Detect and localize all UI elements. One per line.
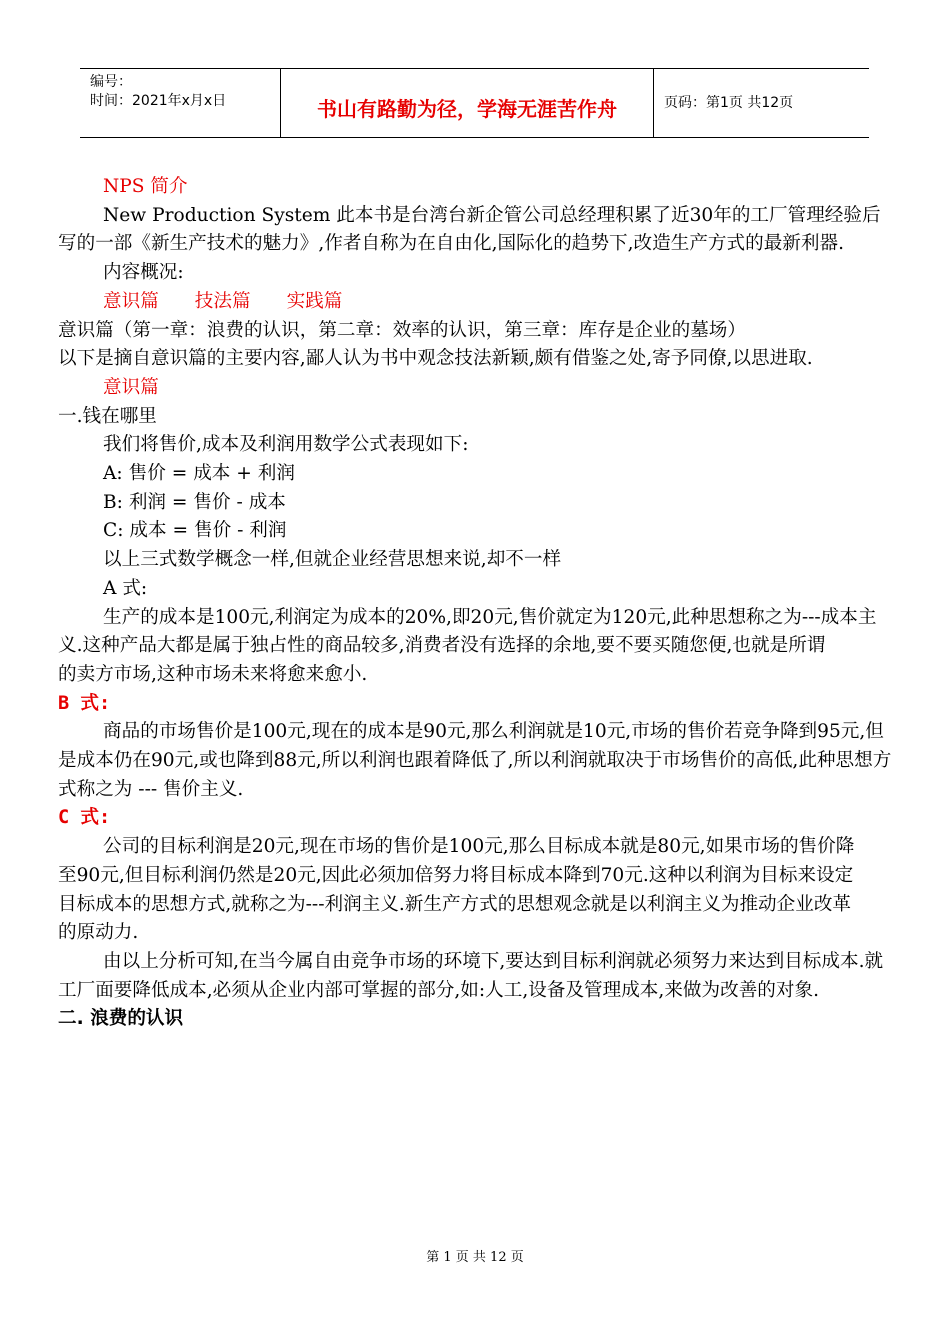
c-paragraph-4: 的原动力.: [58, 922, 139, 944]
c-paragraph-1: 公司的目标利润是20元,现在市场的售价是100元,那么目标成本就是80元,如果市场的售价降: [103, 836, 855, 858]
header-motto-cell: [281, 69, 654, 137]
document-body: [58, 173, 892, 1034]
summary-paragraph: 以下是摘自意识篇的主要内容,鄙人认为书中观念技法新颖,颇有借鉴之处,寄予同僚,以思进取.: [58, 348, 813, 370]
intro-paragraph: New Production System 此本书是台湾台新企管公司总经理积累了近30年的工厂管理经验后写的一部《新生产技术的魅力》,作者自称为在自由化,国际化的趋势下,改造生产方式的最新利器.: [58, 204, 881, 255]
section-list: [58, 288, 892, 317]
page-label: 页码：第1页 共12页: [664, 95, 794, 111]
formula-a: A: 售价 = 成本 + 利润: [103, 463, 295, 485]
formula-b: B: 利润 = 售价 - 成本: [103, 491, 286, 513]
b-label: B 式:: [58, 692, 111, 714]
header-page-cell: [654, 69, 869, 137]
a-label: A 式:: [103, 577, 148, 599]
motto: 书山有路勤为径，学海无涯苦作舟: [317, 97, 617, 121]
number-label: 编号：: [90, 74, 132, 90]
c-paragraph-2: 至90元,但目标利润仍然是20元,因此必须加倍努力将目标成本降到70元.这种以利润为目标来设定: [58, 864, 854, 886]
doc-title: NPS 简介: [103, 176, 188, 197]
heading-1: 一.钱在哪里: [58, 405, 157, 427]
c-label: C 式:: [58, 807, 111, 829]
chapters-line: 意识篇（第一章：浪费的认识，第二章：效率的认识，第三章：库存是企业的墓场）: [58, 319, 746, 341]
a-paragraph-end: 的卖方市场,这种市场未来将愈来愈小.: [58, 663, 368, 685]
overview-label: 内容概况:: [103, 262, 184, 284]
header-meta-cell: [80, 69, 281, 137]
section-item: 意识篇: [103, 290, 159, 312]
section-item: 技法篇: [194, 290, 251, 312]
header-table: [80, 68, 869, 138]
page-footer: 第 1 页 共 12 页: [426, 1250, 524, 1265]
formula-c: C: 成本 = 售价 - 利润: [103, 520, 287, 542]
formula-intro: 我们将售价,成本及利润用数学公式表现如下:: [103, 434, 469, 456]
formula-note: 以上三式数学概念一样,但就企业经营思想来说,却不一样: [103, 549, 562, 571]
b-paragraph: 商品的市场售价是100元,现在的成本是90元,那么利润就是10元,市场的售价若竞争降到95元,但是成本仍在90元,或也降到88元,所以利润也跟着降低了,所以利润就取决于市场售价的高低,此种思想方式称之为 --- 售价主义.: [58, 721, 892, 800]
a-paragraph: 生产的成本是100元,利润定为成本的20%,即20元,售价就定为120元,此种思想称之为---成本主义.这种产品大都是属于独占性的商品较多,消费者没有选择的余地,要不要买随您便,也就是所谓: [58, 606, 877, 657]
c-paragraph-3: 目标成本的思想方式,就称之为---利润主义.新生产方式的思想观念就是以利润主义为推动企业改革: [58, 893, 852, 915]
section-heading: 意识篇: [103, 376, 159, 398]
time-label: 时间：2021年x月x日: [90, 93, 227, 109]
heading-2: 二. 浪费的认识: [58, 1008, 184, 1030]
conclusion-paragraph: 由以上分析可知,在当今属自由竞争市场的环境下,要达到目标利润就必须努力来达到目标成本.就工厂面要降低成本,必须从企业内部可掌握的部分,如:人工,设备及管理成本,来做为改善的对象.: [58, 950, 884, 1001]
section-item: 实践篇: [286, 290, 343, 312]
